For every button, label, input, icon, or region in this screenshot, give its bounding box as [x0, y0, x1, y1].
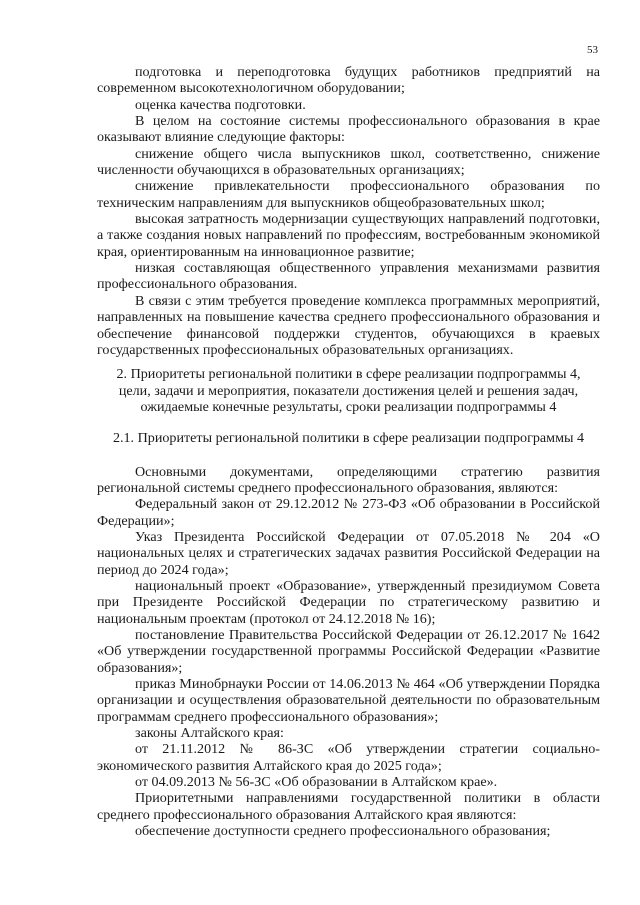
paragraph: от 04.09.2013 № 56-ЗС «Об образовании в Алтайском крае». — [135, 774, 498, 791]
paragraph: Приоритетными направлениями государственной политики в области среднего профессионального образования Алтайского края являются: — [97, 790, 600, 823]
section-heading-line: 2. Приоритеты региональной политики в сфере реализации подпрограммы 4, — [116, 366, 581, 383]
paragraph: Федеральный закон от 29.12.2012 № 273-ФЗ «Об образовании в Российской Федерации»; — [97, 496, 600, 529]
paragraph: от 21.11.2012 № 86-ЗС «Об утверждении стратегии социально-экономического развития Алтайского края до 2025 года»; — [97, 741, 600, 774]
paragraph: национальный проект «Образование», утвержденный президиумом Совета при Президенте Российской Федерации по стратегическому развитию и национальным проектам (протокол от 24.12.2018 № 16); — [97, 577, 600, 627]
paragraph: снижение общего числа выпускников школ, соответственно, снижение численности обучающихся в образовательных организациях; — [97, 145, 600, 179]
paragraph: низкая составляющая общественного управления механизмами развития профессионального образования. — [97, 260, 600, 293]
section-heading-line: ожидаемые конечные результаты, сроки реализации подпрограммы 4 — [140, 398, 557, 415]
paragraph: В связи с этим требуется проведение комплекса программных мероприятий, направленных на повышение качества среднего профессионального образования и обеспечение финансовой поддержки студентов, обучающихся в краевых государственных профессиональных образовательных организациях. — [97, 292, 600, 358]
document-body — [97, 64, 600, 839]
paragraph: Указ Президента Российской Федерации от 07.05.2018 № 204 «О национальных целях и стратегических задачах развития Российской Федерации на период до 2024 года»; — [97, 528, 600, 578]
section-heading-line: цели, задачи и мероприятия, показатели достижения целей и решения задач, — [118, 382, 579, 399]
section-heading — [97, 366, 600, 415]
paragraph: подготовка и переподготовка будущих работников предприятий на современном высокотехнологичном оборудовании; — [97, 64, 600, 97]
paragraph: снижение привлекательности профессионального образования по техническим направлениям для выпускников общеобразовательных школ; — [97, 178, 600, 211]
paragraph: оценка качества подготовки. — [135, 96, 306, 113]
paragraph: приказ Минобрнауки России от 14.06.2013 № 464 «Об утверждении Порядка организации и осуществления образовательной деятельности по образовательным программам среднего профессионального образования»; — [97, 676, 600, 725]
paragraph: Основными документами, определяющими стратегию развития региональной системы среднего профессионального образования, являются: — [97, 463, 600, 496]
paragraph: постановление Правительства Российской Федерации от 26.12.2017 № 1642 «Об утверждении государственной программы Российской Федерации «Развитие образования»; — [97, 627, 600, 676]
paragraph: высокая затратность модернизации существующих направлений подготовки, а также создания новых направлений по профессиям, востребованным экономикой края, ориентированным на инновационное развитие; — [97, 211, 600, 260]
subsection-heading: 2.1. Приоритеты региональной политики в сфере реализации подпрограммы 4 — [112, 430, 585, 447]
page-number: 53 — [587, 44, 598, 56]
paragraph: законы Алтайского края: — [135, 725, 284, 742]
paragraph: обеспечение доступности среднего профессионального образования; — [135, 823, 551, 840]
paragraph: В целом на состояние системы профессионального образования в крае оказывают влияние следующие факторы: — [97, 113, 600, 146]
